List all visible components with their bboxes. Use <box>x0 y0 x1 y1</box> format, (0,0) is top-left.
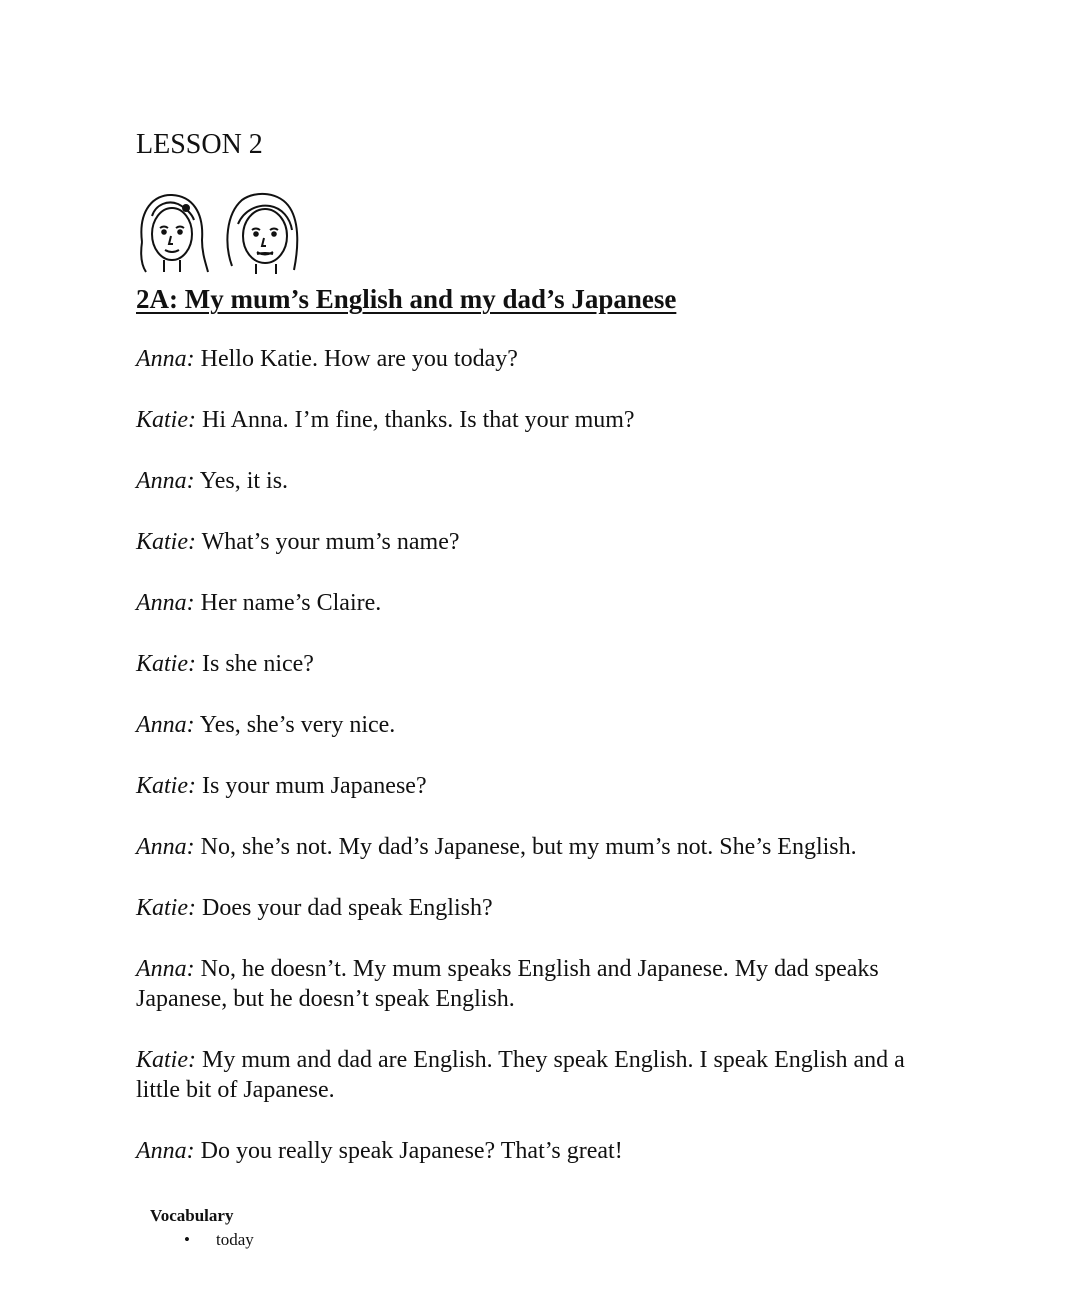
dialogue-line <box>136 893 936 923</box>
speaker-name: Anna: <box>136 590 195 616</box>
character-portraits <box>134 190 304 276</box>
speaker-name: Katie: <box>136 529 196 555</box>
speaker-name: Anna: <box>136 346 195 372</box>
lesson-title: LESSON 2 <box>136 129 263 160</box>
speaker-name: Anna: <box>136 1138 195 1164</box>
dialogue-text: What’s your mum’s name? <box>201 529 460 555</box>
dialogue-line <box>136 954 936 1014</box>
speaker-name: Katie: <box>136 651 196 677</box>
dialogue <box>136 344 936 1197</box>
dialogue-line <box>136 832 936 862</box>
dialogue-text: Hello Katie. How are you today? <box>200 346 518 372</box>
dialogue-text: No, she’s not. My dad’s Japanese, but my mum’s not. She’s English. <box>200 834 857 860</box>
dialogue-line <box>136 466 936 496</box>
speaker-name: Anna: <box>136 712 195 738</box>
dialogue-text: Hi Anna. I’m fine, thanks. Is that your mum? <box>202 407 635 433</box>
dialogue-text: Yes, she’s very nice. <box>199 712 396 738</box>
dialogue-text: Does your dad speak English? <box>202 895 493 921</box>
dialogue-text: No, he doesn’t. My mum speaks English and Japanese. My dad speaks Japanese, but he doesn’t speak English. <box>136 956 879 1012</box>
dialogue-text: Her name’s Claire. <box>200 590 382 616</box>
dialogue-line <box>136 588 936 618</box>
dialogue-text: Is your mum Japanese? <box>202 773 427 799</box>
dialogue-text: My mum and dad are English. They speak English. I speak English and a little bit of Japanese. <box>136 1047 905 1103</box>
speaker-name: Katie: <box>136 773 196 799</box>
dialogue-line <box>136 771 936 801</box>
anna-portrait <box>227 194 297 274</box>
dialogue-line <box>136 1045 936 1105</box>
vocabulary-section <box>150 1204 254 1252</box>
dialogue-line <box>136 649 936 679</box>
dialogue-line <box>136 405 936 435</box>
speaker-name: Anna: <box>136 468 195 494</box>
vocabulary-item: • today <box>150 1228 254 1252</box>
section-heading: 2A: My mum’s English and my dad’s Japanese <box>136 284 677 314</box>
dialogue-text: Do you really speak Japanese? That’s great! <box>200 1138 623 1164</box>
speaker-name: Katie: <box>136 407 196 433</box>
vocabulary-list <box>150 1228 254 1252</box>
katie-portrait <box>141 195 208 272</box>
dialogue-line <box>136 344 936 374</box>
speaker-name: Katie: <box>136 895 196 921</box>
dialogue-line <box>136 1136 936 1166</box>
vocabulary-title: Vocabulary <box>150 1206 234 1225</box>
speaker-name: Anna: <box>136 956 195 982</box>
speaker-name: Anna: <box>136 834 195 860</box>
dialogue-text: Is she nice? <box>202 651 314 677</box>
dialogue-text: Yes, it is. <box>199 468 289 494</box>
dialogue-line <box>136 527 936 557</box>
speaker-name: Katie: <box>136 1047 196 1073</box>
dialogue-line <box>136 710 936 740</box>
